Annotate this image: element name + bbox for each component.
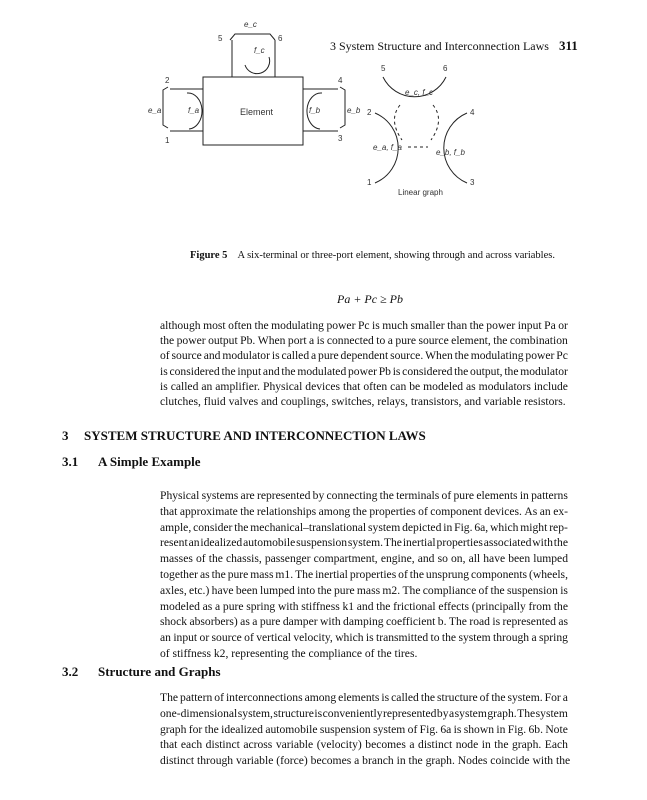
svg-text:f_a: f_a	[188, 106, 200, 115]
svg-text:3: 3	[470, 178, 475, 187]
text-line: is called an amplifier. Physical devices that often can be modeled as modulators include	[160, 379, 568, 393]
text-line: an input or source of vertical velocity, which is transmitted to the system through a spring	[160, 631, 568, 645]
svg-text:5: 5	[381, 64, 386, 73]
text-line: modeled as a pure spring with stiffness k1 and the frictional effects (principally from the	[160, 599, 568, 613]
text-line: together as the pure mass m1. The inertial properties of the unsprung components (wheels,	[160, 567, 568, 581]
text-line: the power output Pb. When port a is connected to a pure source element, the combination	[160, 334, 568, 348]
equation: Pa + Pc ≥ Pb	[337, 292, 403, 306]
text-line: The pattern of interconnections among elements is called the structure of the system. For a	[160, 691, 568, 704]
svg-text:e_c, f_c: e_c, f_c	[405, 88, 434, 97]
svg-text:2: 2	[165, 76, 170, 85]
section-3-2-heading: 3.2 Structure and Graphs	[62, 664, 221, 679]
svg-text:1: 1	[165, 136, 170, 145]
running-title: 3 System Structure and Interconnection Laws	[330, 39, 549, 53]
svg-text:e_b, f_b: e_b, f_b	[436, 148, 465, 157]
svg-text:6: 6	[443, 64, 448, 73]
figure-caption: Figure 5 A six-terminal or three-port element, showing through and across variables.	[190, 250, 555, 261]
svg-text:e_b: e_b	[347, 106, 361, 115]
svg-text:4: 4	[470, 108, 475, 117]
text-line: one-dimensional system, structure is conveniently represented by a system graph. The system	[160, 706, 568, 720]
text-line: clutches, fluid valves and couplings, switches, relays, transistors, and variable resistors.	[160, 395, 566, 409]
text-line: shock absorbers) as a pure damper with damping coefficient b. The road is represented as	[160, 615, 568, 629]
text-line: is considered the input and the modulated power Pb is considered the output, the modulator	[160, 364, 568, 378]
text-line: that each distinct across variable (velocity) becomes a distinct node in the graph. Each	[160, 738, 568, 752]
svg-text:5: 5	[218, 34, 223, 43]
graph-caption: Linear graph	[398, 188, 443, 197]
element-label: Element	[240, 107, 274, 117]
section-3-1-heading: 3.1 A Simple Example	[62, 454, 201, 469]
svg-text:e_c: e_c	[244, 20, 257, 29]
text-line: of source and modulator is called a pure dependent source. When the modulating power Pc	[160, 349, 568, 363]
text-line: ample, consider the mechanical–translational system depicted in Fig. 6a, which might rep-	[160, 520, 568, 534]
text-line: graph for the idealized automobile suspension system of Fig. 6a is shown in Fig. 6b. Note	[160, 722, 568, 736]
svg-text:6: 6	[278, 34, 283, 43]
paragraph-simple-example	[160, 488, 568, 662]
paragraph-modulator	[160, 318, 568, 409]
svg-text:e_a, f_a: e_a, f_a	[373, 143, 402, 152]
section-3-heading: 3 SYSTEM STRUCTURE AND INTERCONNECTION LAWS	[62, 428, 426, 443]
paragraph-structure-graphs	[160, 690, 571, 769]
svg-text:f_b: f_b	[309, 106, 321, 115]
text-line: of stiffness k2, representing the compliance of the tires.	[160, 646, 418, 660]
svg-text:e_a: e_a	[148, 106, 162, 115]
svg-text:3: 3	[338, 134, 343, 143]
text-line: resent an idealized automobile suspension system. The inertial properties associated with the	[160, 536, 568, 550]
text-line: Physical systems are represented by connecting the terminals of pure elements in patterns	[160, 489, 568, 502]
text-line: that approximate the relationships among the properties of component devices. As an ex-	[160, 504, 568, 518]
running-header	[330, 38, 578, 54]
svg-text:f_c: f_c	[254, 46, 265, 55]
svg-text:1: 1	[367, 178, 372, 187]
text-line: axles, etc.) have been lumped into the pure mass m2. The compliance of the suspension is	[160, 583, 568, 597]
svg-text:4: 4	[338, 76, 343, 85]
text-line: masses of the chassis, passenger compartment, engine, and so on, all have been lumped	[160, 552, 568, 566]
page-number: 311	[558, 38, 578, 53]
svg-text:2: 2	[367, 108, 372, 117]
text-line: although most often the modulating power Pc is much smaller than the power input Pa or	[160, 319, 568, 332]
text-line: distinct through variable (force) becomes a branch in the graph. Nodes coincide with the	[160, 754, 571, 768]
